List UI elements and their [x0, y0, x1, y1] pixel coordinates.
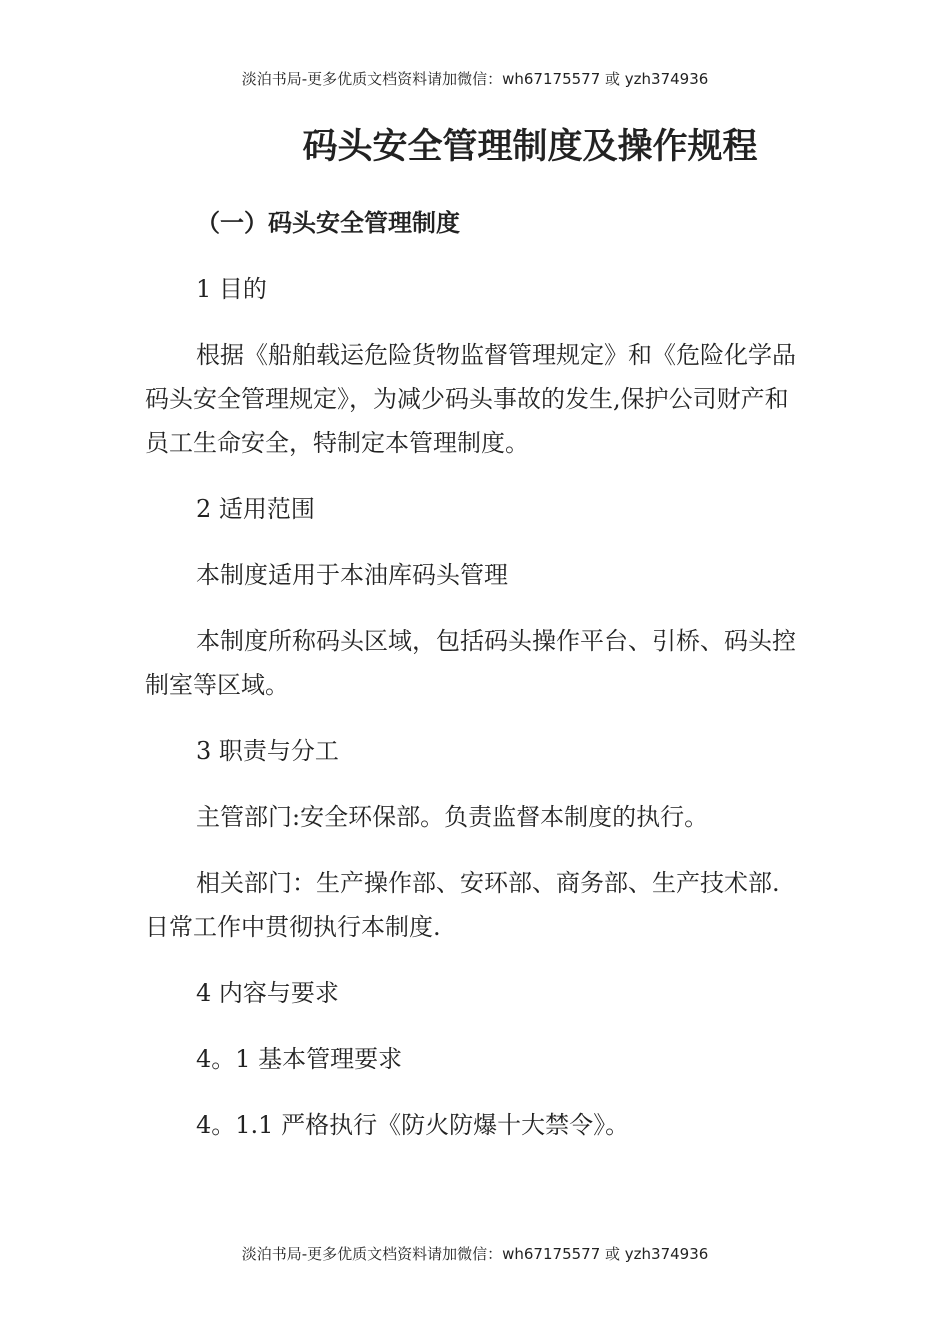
- heading-content-requirements: 4 内容与要求: [196, 979, 339, 1007]
- heading-purpose: 1 目的: [196, 275, 267, 303]
- heading-scope: 2 适用范围: [196, 495, 315, 523]
- paragraph-purpose-body: 根据《船舶载运危险货物监督管理规定》和《危险化学品码头安全管理规定》，为减少码头事故的发生,保护公司财产和员工生命安全，特制定本管理制度。: [145, 341, 796, 457]
- heading-basic-requirements: 4。1 基本管理要求: [196, 1045, 403, 1073]
- header-watermark: 淡泊书局-更多优质文档资料请加微信：wh67175577 或 yzh374936: [241, 70, 709, 88]
- heading-responsibilities: 3 职责与分工: [196, 737, 339, 765]
- footer-watermark: 淡泊书局-更多优质文档资料请加微信：wh67175577 或 yzh374936: [241, 1245, 709, 1263]
- paragraph-scope-applies: 本制度适用于本油库码头管理: [196, 561, 508, 589]
- paragraph-related-departments: 相关部门：生产操作部、安环部、商务部、生产技术部.日常工作中贯彻执行本制度.: [145, 869, 780, 941]
- paragraph-lead-department: 主管部门:安全环保部。负责监督本制度的执行。: [196, 803, 709, 831]
- paragraph-rule-4-1-1: 4。1.1 严格执行《防火防爆十大禁令》。: [196, 1111, 630, 1139]
- paragraph-scope-area: 本制度所称码头区域，包括码头操作平台、引桥、码头控制室等区域。: [145, 627, 796, 699]
- section-heading: （一）码头安全管理制度: [196, 209, 460, 237]
- document-title: 码头安全管理制度及操作规程: [302, 127, 758, 167]
